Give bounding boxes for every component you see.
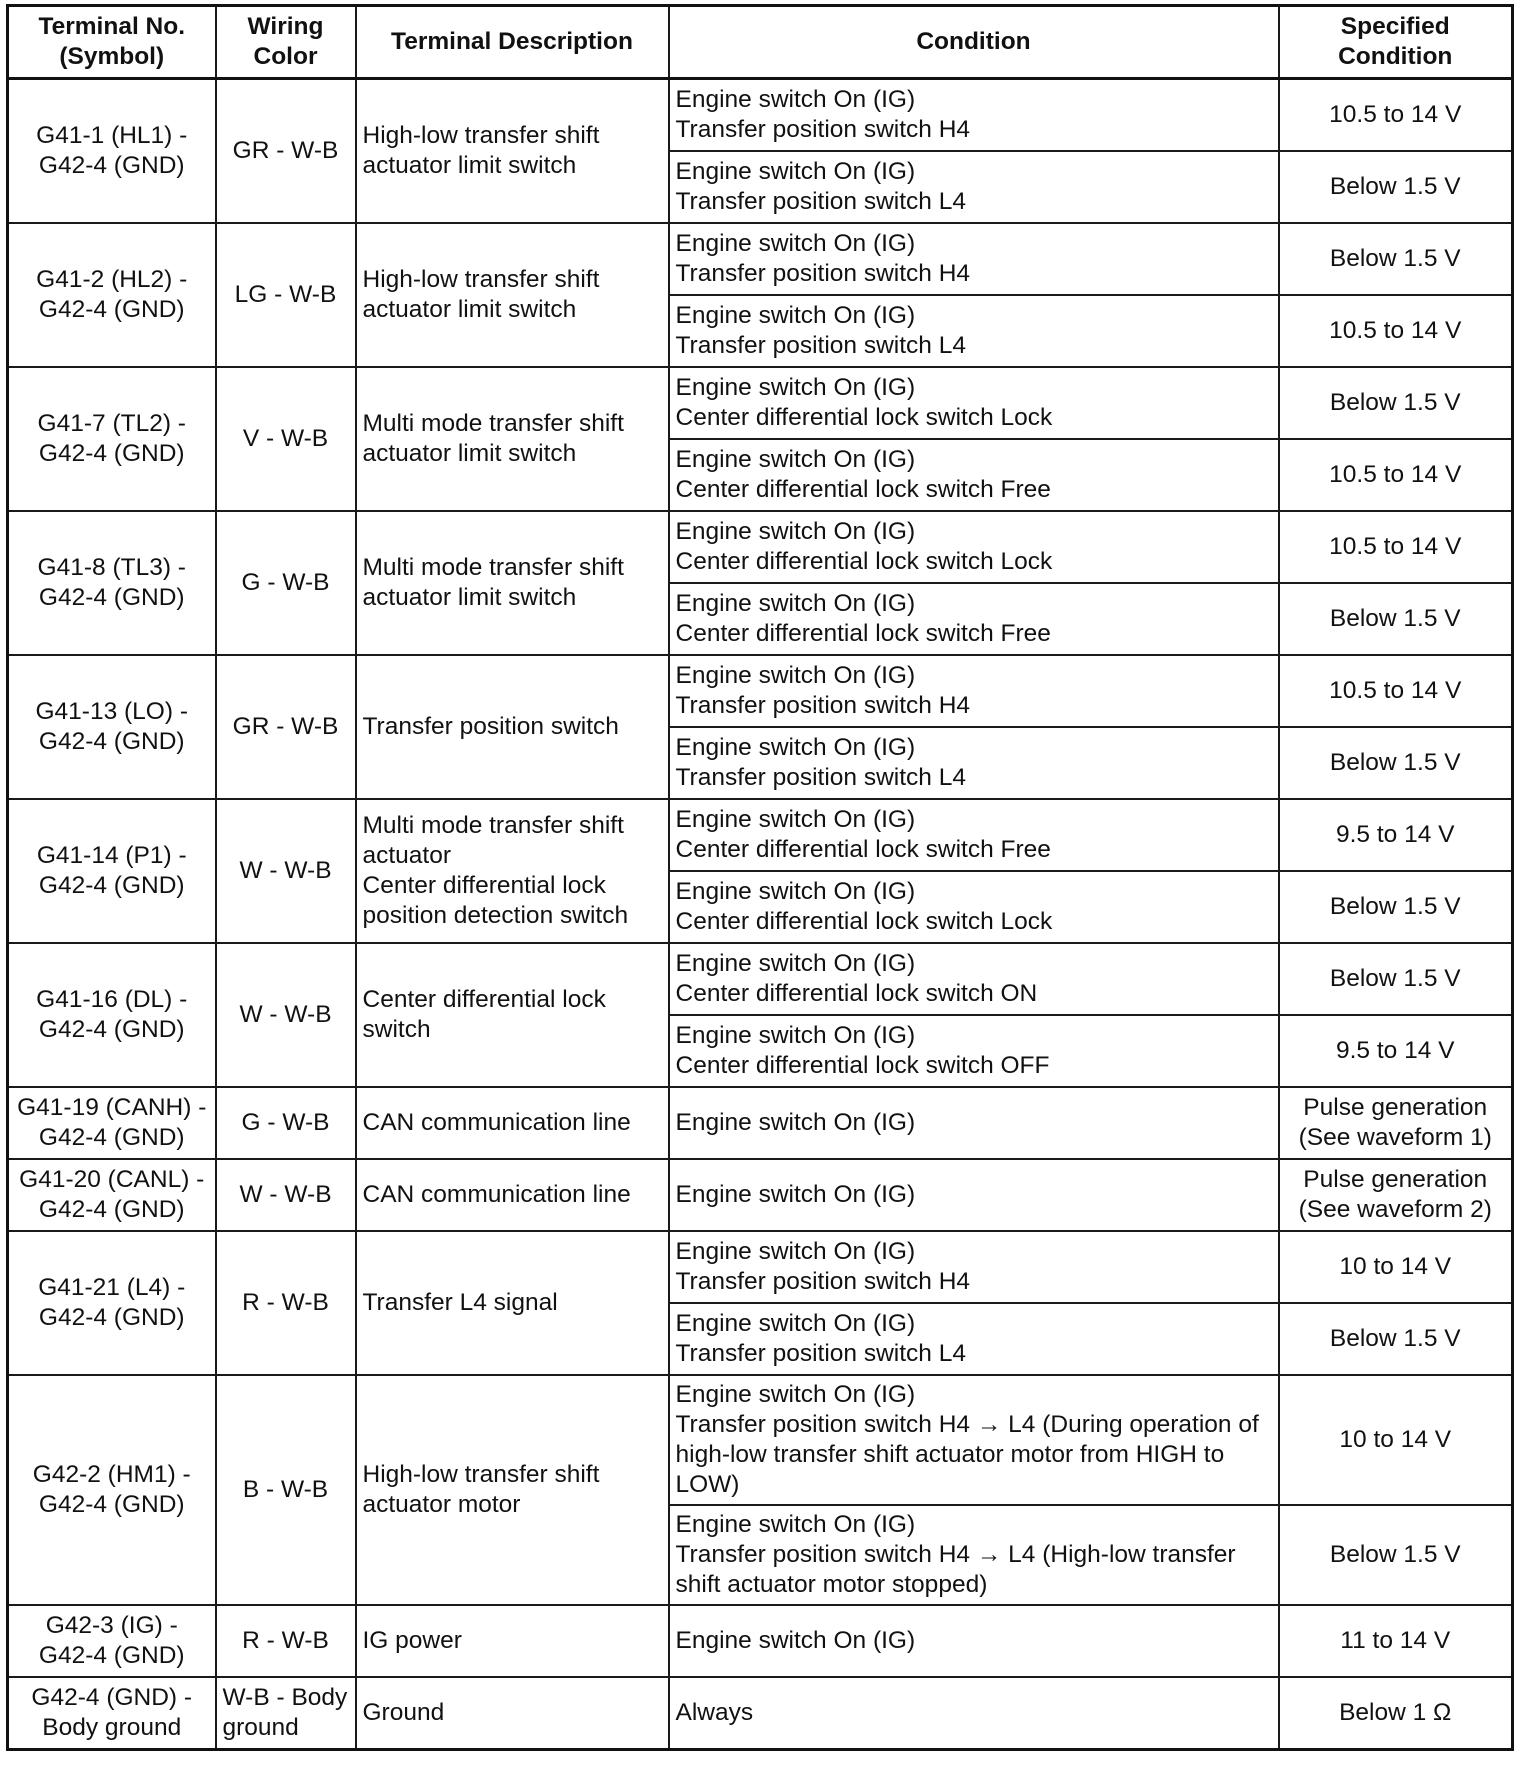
table-row bbox=[8, 1159, 1513, 1231]
wiring-color-cell: B - W-B bbox=[216, 1375, 356, 1605]
condition-cell: Engine switch On (IG) bbox=[669, 1605, 1279, 1677]
condition-cell: Engine switch On (IG) Transfer position switch H4 → L4 (High-low transfer shift actuator motor stopped) bbox=[669, 1505, 1279, 1605]
condition-cell: Engine switch On (IG) Transfer position switch L4 bbox=[669, 151, 1279, 223]
header-specified-condition: Specified Condition bbox=[1279, 6, 1513, 79]
table-row bbox=[8, 1677, 1513, 1750]
table-row bbox=[8, 223, 1513, 295]
table-row bbox=[8, 79, 1513, 152]
description-cell: High-low transfer shift actuator limit switch bbox=[356, 79, 669, 224]
table-row bbox=[8, 1231, 1513, 1303]
description-cell: Multi mode transfer shift actuator limit switch bbox=[356, 367, 669, 511]
description-cell: CAN communication line bbox=[356, 1159, 669, 1231]
specified-cell: Below 1.5 V bbox=[1279, 1303, 1513, 1375]
table-row bbox=[8, 799, 1513, 871]
description-cell: Ground bbox=[356, 1677, 669, 1750]
condition-cell: Engine switch On (IG) Center differential lock switch Free bbox=[669, 583, 1279, 655]
specified-cell: 9.5 to 14 V bbox=[1279, 1015, 1513, 1087]
table-row bbox=[8, 1375, 1513, 1505]
condition-cell: Always bbox=[669, 1677, 1279, 1750]
specified-cell: 9.5 to 14 V bbox=[1279, 799, 1513, 871]
condition-cell: Engine switch On (IG) Center differential lock switch Lock bbox=[669, 511, 1279, 583]
table-row bbox=[8, 943, 1513, 1015]
terminal-cell: G42-2 (HM1) - G42-4 (GND) bbox=[8, 1375, 216, 1605]
terminal-cell: G41-1 (HL1) - G42-4 (GND) bbox=[8, 79, 216, 224]
condition-cell: Engine switch On (IG) Center differential lock switch OFF bbox=[669, 1015, 1279, 1087]
header-wiring-color: Wiring Color bbox=[216, 6, 356, 79]
condition-cell: Engine switch On (IG) bbox=[669, 1087, 1279, 1159]
description-cell: High-low transfer shift actuator limit switch bbox=[356, 223, 669, 367]
condition-cell: Engine switch On (IG) Transfer position switch H4 bbox=[669, 223, 1279, 295]
specified-cell: Pulse generation (See waveform 2) bbox=[1279, 1159, 1513, 1231]
condition-cell: Engine switch On (IG) Center differential lock switch ON bbox=[669, 943, 1279, 1015]
specified-cell: Below 1.5 V bbox=[1279, 223, 1513, 295]
wiring-color-cell: W-B - Body ground bbox=[216, 1677, 356, 1750]
wiring-color-cell: V - W-B bbox=[216, 367, 356, 511]
condition-cell: Engine switch On (IG) Transfer position switch L4 bbox=[669, 727, 1279, 799]
terminal-cell: G41-21 (L4) - G42-4 (GND) bbox=[8, 1231, 216, 1375]
specified-cell: 10.5 to 14 V bbox=[1279, 655, 1513, 727]
table-header-row bbox=[8, 6, 1513, 79]
description-cell: Transfer L4 signal bbox=[356, 1231, 669, 1375]
condition-cell: Engine switch On (IG) Center differential lock switch Free bbox=[669, 439, 1279, 511]
specified-cell: Below 1.5 V bbox=[1279, 583, 1513, 655]
terminal-cell: G41-14 (P1) - G42-4 (GND) bbox=[8, 799, 216, 943]
condition-cell: Engine switch On (IG) Center differential lock switch Free bbox=[669, 799, 1279, 871]
specified-cell: Below 1.5 V bbox=[1279, 151, 1513, 223]
table-row bbox=[8, 1605, 1513, 1677]
specified-cell: 10 to 14 V bbox=[1279, 1375, 1513, 1505]
terminal-cell: G41-2 (HL2) - G42-4 (GND) bbox=[8, 223, 216, 367]
wiring-color-cell: GR - W-B bbox=[216, 79, 356, 224]
wiring-color-cell: R - W-B bbox=[216, 1231, 356, 1375]
description-cell: Transfer position switch bbox=[356, 655, 669, 799]
wiring-color-cell: W - W-B bbox=[216, 943, 356, 1087]
condition-cell: Engine switch On (IG) bbox=[669, 1159, 1279, 1231]
condition-cell: Engine switch On (IG) Transfer position switch H4 bbox=[669, 79, 1279, 152]
condition-cell: Engine switch On (IG) Transfer position switch H4 bbox=[669, 655, 1279, 727]
specified-cell: 11 to 14 V bbox=[1279, 1605, 1513, 1677]
specified-cell: 10.5 to 14 V bbox=[1279, 439, 1513, 511]
wiring-color-cell: W - W-B bbox=[216, 1159, 356, 1231]
condition-cell: Engine switch On (IG) Center differential lock switch Lock bbox=[669, 871, 1279, 943]
specified-cell: 10.5 to 14 V bbox=[1279, 79, 1513, 152]
condition-cell: Engine switch On (IG) Transfer position switch H4 → L4 (During operation of high-low transfer shift actuator motor from HIGH to LOW) bbox=[669, 1375, 1279, 1505]
terminal-cell: G41-7 (TL2) - G42-4 (GND) bbox=[8, 367, 216, 511]
wiring-color-cell: R - W-B bbox=[216, 1605, 356, 1677]
description-cell: Multi mode transfer shift actuator limit switch bbox=[356, 511, 669, 655]
header-terminal-description: Terminal Description bbox=[356, 6, 669, 79]
description-cell: High-low transfer shift actuator motor bbox=[356, 1375, 669, 1605]
condition-cell: Engine switch On (IG) Transfer position switch L4 bbox=[669, 1303, 1279, 1375]
terminal-cell: G41-13 (LO) - G42-4 (GND) bbox=[8, 655, 216, 799]
wiring-color-cell: G - W-B bbox=[216, 1087, 356, 1159]
condition-cell: Engine switch On (IG) Transfer position switch H4 bbox=[669, 1231, 1279, 1303]
specified-cell: Below 1.5 V bbox=[1279, 1505, 1513, 1605]
table-row bbox=[8, 511, 1513, 583]
specified-cell: 10 to 14 V bbox=[1279, 1231, 1513, 1303]
specified-cell: 10.5 to 14 V bbox=[1279, 511, 1513, 583]
specified-cell: Below 1.5 V bbox=[1279, 943, 1513, 1015]
specified-cell: Pulse generation (See waveform 1) bbox=[1279, 1087, 1513, 1159]
specified-cell: 10.5 to 14 V bbox=[1279, 295, 1513, 367]
description-cell: CAN communication line bbox=[356, 1087, 669, 1159]
condition-cell: Engine switch On (IG) Transfer position switch L4 bbox=[669, 295, 1279, 367]
table-row bbox=[8, 655, 1513, 727]
terminal-cell: G41-19 (CANH) - G42-4 (GND) bbox=[8, 1087, 216, 1159]
terminal-cell: G41-16 (DL) - G42-4 (GND) bbox=[8, 943, 216, 1087]
description-cell: Center differential lock switch bbox=[356, 943, 669, 1087]
header-terminal: Terminal No. (Symbol) bbox=[8, 6, 216, 79]
terminal-cell: G41-20 (CANL) - G42-4 (GND) bbox=[8, 1159, 216, 1231]
wiring-color-cell: W - W-B bbox=[216, 799, 356, 943]
specified-cell: Below 1.5 V bbox=[1279, 727, 1513, 799]
wiring-color-cell: LG - W-B bbox=[216, 223, 356, 367]
header-condition: Condition bbox=[669, 6, 1279, 79]
table-row bbox=[8, 1087, 1513, 1159]
terminal-cell: G41-8 (TL3) - G42-4 (GND) bbox=[8, 511, 216, 655]
description-cell: IG power bbox=[356, 1605, 669, 1677]
table-row bbox=[8, 367, 1513, 439]
terminal-spec-table bbox=[6, 4, 1514, 1751]
specified-cell: Below 1.5 V bbox=[1279, 871, 1513, 943]
terminal-cell: G42-4 (GND) - Body ground bbox=[8, 1677, 216, 1750]
condition-cell: Engine switch On (IG) Center differential lock switch Lock bbox=[669, 367, 1279, 439]
wiring-color-cell: G - W-B bbox=[216, 511, 356, 655]
wiring-color-cell: GR - W-B bbox=[216, 655, 356, 799]
specified-cell: Below 1.5 V bbox=[1279, 367, 1513, 439]
description-cell: Multi mode transfer shift actuator Center differential lock position detection switch bbox=[356, 799, 669, 943]
specified-cell: Below 1 Ω bbox=[1279, 1677, 1513, 1750]
terminal-cell: G42-3 (IG) - G42-4 (GND) bbox=[8, 1605, 216, 1677]
